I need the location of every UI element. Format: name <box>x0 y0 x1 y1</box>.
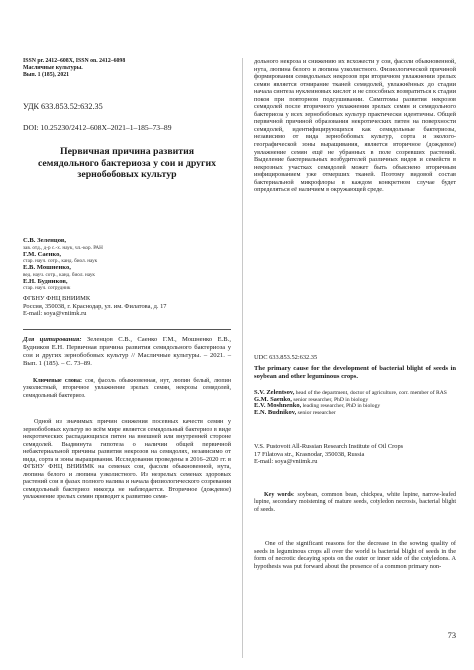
abstract-ru-part1: Одной из значимых причин снижения посевных качеств семян у зернобобовых культур во всём мире является семядольный бактериоз в виде некротических распадающихся пятен на внешней или внутренней стороне семядолей. Выдвинута гипотеза о наличии общей первичной небактериальной причины развития некрозов на семядолях, независимо от вида, сорта и зоны выращивания. Исследования проведены в 2016–2020 гг. в ФГБНУ ФНЦ ВНИИМК на семенах сои, фасоли обыкновенной, нута, люпина белого и люпина узколистного. Из незрелых семенах здоровых растений сои в фазах полного налива и начала физиологического созревания семядольный бактериоз никогда не наблюдается. Вторичное (дождевое) увлажнение зрелых семян приводит к развитию семя- <box>23 418 231 501</box>
org-email: E-mail: soya@vniimk.ru <box>254 458 318 466</box>
udc-code: УДК 633.853.52:632.35 <box>23 102 103 111</box>
author-name: E.N. Budnikov, <box>254 408 297 416</box>
author-role: стар. науч. сотрудник <box>23 285 71 292</box>
org-name: ФГБНУ ФНЦ ВНИИМК <box>23 295 91 302</box>
author-role: вед. науч. сотр., канд. биол. наук <box>23 271 95 278</box>
keywords-text: соя, фасоль обыкновенная, нут, люпин белый, люпин узколистный, вторичное увлажнение зрелых семян, некрозы семядолей, семядольный бактериоз. <box>23 378 231 399</box>
org-email: E-mail: soya@vniimk.ru <box>23 310 87 318</box>
author-name: Е.В. Мошненко, <box>23 264 71 272</box>
keywords-text: : soybean, common bean, chickpea, white lupine, narrow-leafed lupine, secondary moistening of mature seeds, cotyledon necrosis, bacterial blight of seeds. <box>254 492 456 513</box>
keywords-label: Ключевые слова: <box>33 378 82 384</box>
column-divider <box>242 58 243 658</box>
separator-rule <box>23 329 231 330</box>
keywords-en <box>254 492 456 514</box>
author-name: Г.М. Саенко, <box>23 250 62 258</box>
journal-name: Масличные культуры. <box>23 65 83 72</box>
article-title-en: The primary cause for the development of bacterial blight of seeds in soybean and other leguminous crops. <box>254 365 456 380</box>
affiliation-ru <box>23 295 233 318</box>
keywords-label: Key words <box>264 492 293 498</box>
authors-en <box>254 390 458 416</box>
article-title-ru: Первичная причина развития семядольного бактериоза у сои и других зернобобовых культур <box>37 146 217 181</box>
author-name: С.В. Зеленцов, <box>23 237 67 244</box>
affiliation-en <box>254 443 456 466</box>
author-role: leading researcher, PhD in biology <box>301 403 381 410</box>
author-name: S.V. Zelentsov, <box>254 389 295 396</box>
abstract-en: One of the significant reasons for the decrease in the sowing quality of seeds in leguminous crops all over the world is bacterial blight of seeds in the form of necrotic decaying spots on the outer or inner side of the cotyledons. A hypothesis was put forward about the presence of a common primary non- <box>254 540 456 570</box>
author-name: E.V. Moshnenko, <box>254 402 302 410</box>
authors-ru <box>23 237 231 291</box>
udc-code-en: UDC 633.853.52:632.35 <box>254 354 318 361</box>
journal-header <box>23 58 231 80</box>
author-name: Е.Н. Будников, <box>23 277 68 285</box>
citation-label: Для цитирования: <box>23 336 82 343</box>
org-name: V.S. Pustovoit All-Russian Research Institute of Oil Crops <box>254 443 404 450</box>
abstract-ru-part2: дольного некроза и снижению их всхожести у сои, фасоли обыкновенной, нута, люпина белого и люпина узколистного. Физиологической причиной формирования семядольных некрозов при вторичном увлажнении зрелых семян является отмирание тканей семядолей, увлажнённых до стадии начала синтеза нуклеиновых кислот и не способных возвратиться к стадии покоя при повторном подсушивании. Симптомы развития некрозов семядолей после вторичного увлажнения зрелых семян и семядольного бактериоза у всех зернобобовых культур практически идентичны. Общей первичной причиной образования некротических пятен на поверхности семядолей, идентифицирующихся как семядольные бактериозы, независимо от вида зернобобовых культур, сорта и эколого-географической зоны выращивания, является вторичное (дождевое) увлажнение семян ещё не убранных в поле созревших растений. Выделение бактериальных возбудителей различных видов и семейств в некрозных участках семядолей может быть объяснено вторичным инфицированием уже отмерших тканей. Поэтому видовой состав бактериальной микрофлоры в каждом конкретном случае будет определяться её наличием в окружающей среде. <box>254 58 456 194</box>
page-number: 73 <box>447 631 456 640</box>
author-role: senior researcher <box>296 409 336 416</box>
keywords-ru <box>23 378 231 400</box>
author-entry <box>254 410 458 417</box>
issue-line: Вып. 1 (185), 2021 <box>23 72 70 79</box>
author-role: стар. науч. сотр., канд. биол. наук <box>23 258 98 265</box>
org-address: 17 Filatova str., Krasnodar, 350038, Russia <box>254 450 365 458</box>
org-address: Россия, 350038, г. Краснодар, ул. им. Филатова, д. 17 <box>23 302 167 310</box>
issn-line: ISSN pr. 2412–608X, ISSN on. 2412–6098 <box>23 58 126 64</box>
author-role: senior researcher, PhD in biology <box>291 396 369 403</box>
citation-text: Зеленцов С.В., Саенко Г.М., Мошненко Е.В., Будников Е.Н. Первичная причина развития семядольного бактериоза у сои и других зернобобовых культур // Масличные культуры. – 2021. – Вып. 1 (185). – С. 73–89. <box>23 336 231 367</box>
doi: DOI: 10.25230/2412–608X–2021–1–185–73–89 <box>23 123 172 132</box>
author-name: G.M. Saenko, <box>254 395 292 403</box>
citation-block <box>23 336 231 368</box>
author-role: зав. отд., д-р с.-х. наук, чл.-кор. РАН <box>23 244 103 251</box>
author-role: head of the department, doctor of agriculture, corr. member of RAS <box>294 390 447 396</box>
